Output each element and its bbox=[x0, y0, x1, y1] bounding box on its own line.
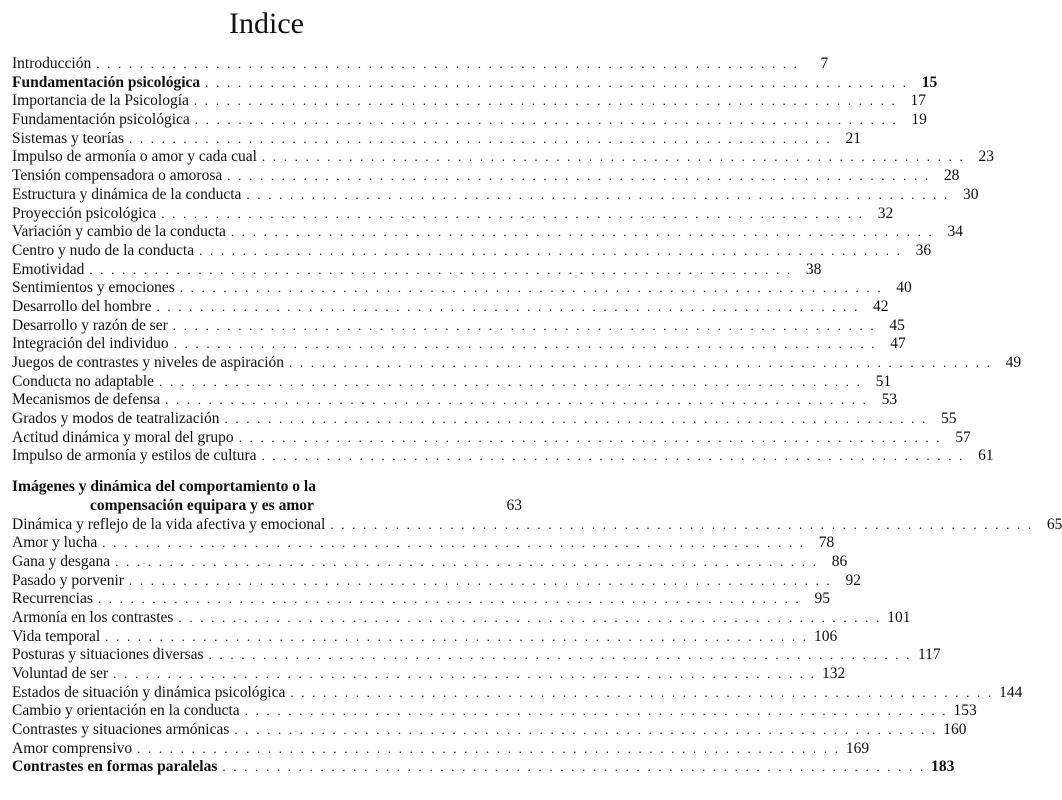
toc-entry-page: 144 bbox=[999, 683, 1023, 701]
toc-entry-title: Estructura y dinámica de la conducta bbox=[12, 185, 242, 203]
toc-entry-title: Variación y cambio de la conducta bbox=[12, 223, 226, 241]
section-gap bbox=[12, 466, 522, 478]
toc-entry-title: Desarrollo y razón de ser bbox=[12, 316, 168, 334]
toc-entry-page: 160 bbox=[943, 721, 967, 739]
toc-entry-page: 7 bbox=[820, 55, 829, 72]
toc-entry-title: Grados y modos de teatralización bbox=[12, 410, 220, 428]
toc-entry-title: Desarrollo del hombre bbox=[12, 297, 152, 315]
table-of-contents bbox=[12, 55, 1062, 777]
toc-entry-title: Introducción bbox=[12, 55, 92, 72]
dot-leader: . . . . . . . . . . . . . . . . . . . . . . . . . . . . . . . . . . . . . . . . . . . . . . . . . . . . . . . . . . . . . . . . . bbox=[165, 392, 869, 408]
toc-entry[interactable] bbox=[12, 354, 1022, 373]
toc-entry-title: Contrastes y situaciones armónicas bbox=[12, 721, 230, 739]
toc-entry-page: 61 bbox=[978, 447, 994, 465]
toc-entry-title: Sistemas y teorías bbox=[12, 129, 124, 147]
toc-entry-title: Amor comprensivo bbox=[12, 739, 133, 757]
toc-entry-page: 21 bbox=[845, 129, 861, 147]
toc-entry-page: 15 bbox=[921, 73, 938, 91]
dot-leader: . . . . . . . . . . . . . . . . . . . . . . . . . . . . . . . . . . . . . . . . . . . . . . . . . . . . . . . . . . . . . . . . . bbox=[89, 261, 793, 277]
toc-entry-title: Armonía en los contrastes bbox=[12, 608, 174, 626]
dot-leader: . . . . . . . . . . . . . . . . . . . . . . . . . . . . . . . . . . . . . . . . . . . . . . . . . . . . . . . . . . . . . . . . . bbox=[224, 411, 928, 427]
toc-entry[interactable] bbox=[12, 316, 905, 336]
toc-entry-page: 106 bbox=[813, 627, 838, 645]
toc-entry[interactable] bbox=[12, 260, 822, 280]
toc-entry-title: Sentimientos y emociones bbox=[12, 279, 175, 297]
toc-entry[interactable] bbox=[12, 590, 830, 609]
toc-entry-title: Centro y nudo de la conducta bbox=[12, 241, 195, 259]
section-heading-page: 63 bbox=[506, 496, 522, 514]
dot-leader: . . . . . . . . . . . . . . . . . . . . . . . . . . . . . . . . . . . . . . . . . . . . . . . . . . . . . . . . . . . . . . . . . bbox=[96, 56, 800, 71]
toc-entry[interactable] bbox=[12, 204, 894, 224]
dot-leader: . . . . . . . . . . . . . . . . . . . . . . . . . . . . . . . . . . . . . . . . . . . . . . . . . . . . . . . . . . . . . . . . . bbox=[246, 186, 950, 202]
toc-entry[interactable] bbox=[12, 410, 957, 429]
toc-entry-page: 183 bbox=[931, 758, 955, 776]
toc-entry[interactable] bbox=[12, 111, 927, 130]
toc-entry-page: 32 bbox=[877, 204, 894, 222]
toc-entry[interactable] bbox=[12, 447, 994, 466]
toc-entry-page: 40 bbox=[896, 279, 912, 297]
toc-entry-title: Dinámica y reflejo de la vida afectiva y emocional bbox=[12, 515, 326, 533]
toc-entry-page: 45 bbox=[889, 316, 905, 334]
dot-leader: . . . . . . . . . . . . . . . . . . . . . . . . . . . . . . . . . . . . . . . . . . . . . . . . . . . . . . . . . . . . . . . . . bbox=[159, 373, 863, 389]
dot-leader: . . . . . . . . . . . . . . . . . . . . . . . . . . . . . . . . . . . . . . . . . . . . . . . . . . . . . . . . . . . . . . . . . bbox=[173, 336, 877, 352]
section-heading-line-2: compensación equipara y es amor bbox=[90, 496, 314, 514]
toc-entry-title: Fundamentación psicológica bbox=[12, 73, 201, 91]
toc-entry-page: 51 bbox=[875, 372, 892, 390]
toc-entry[interactable] bbox=[12, 646, 941, 665]
section-heading-title bbox=[12, 478, 498, 515]
toc-entry[interactable] bbox=[12, 515, 1062, 535]
toc-entry-title: Fundamentación psicológica bbox=[12, 111, 190, 129]
toc-entry-page: 169 bbox=[845, 739, 870, 757]
toc-entry-title: Vida temporal bbox=[12, 627, 101, 645]
toc-entry-page: 117 bbox=[917, 646, 941, 664]
toc-entry[interactable] bbox=[12, 702, 977, 721]
toc-entry[interactable] bbox=[12, 571, 861, 591]
toc-entry[interactable] bbox=[12, 534, 835, 553]
toc-entry-page: 38 bbox=[805, 260, 822, 278]
toc-entry[interactable] bbox=[12, 552, 848, 572]
toc-entry-title: Conducta no adaptable bbox=[12, 372, 155, 390]
dot-leader: . . . . . . . . . . . . . . . . . . . . . . . . . . . . . . . . . . . . . . . . . . . . . . . . . . . . . . . . . . . . . . . . . bbox=[222, 759, 926, 775]
toc-entry[interactable] bbox=[12, 683, 1023, 703]
dot-leader: . . . . . . . . . . . . . . . . . . . . . . . . . . . . . . . . . . . . . . . . . . . . . . . . . . . . . . . . . . . . . . . . . bbox=[179, 280, 883, 296]
toc-entry[interactable] bbox=[12, 758, 955, 777]
section-heading-line-1: Imágenes y dinámica del comportamiento o la bbox=[12, 478, 316, 496]
toc-entry-page: 42 bbox=[873, 297, 889, 315]
toc-entry-title: Impulso de armonía y estilos de cultura bbox=[12, 447, 257, 465]
dot-leader: . . . . . . . . . . . . . . . . . . . . . . . . . . . . . . . . . . . . . . . . . . . . . . . . . . . . . . . . . . . . . . . . . bbox=[199, 242, 903, 258]
toc-entry-page: 47 bbox=[890, 335, 906, 353]
toc-entry-page: 36 bbox=[915, 241, 932, 259]
toc-entry[interactable] bbox=[12, 739, 870, 759]
toc-entry-title: Pasado y porvenir bbox=[12, 571, 124, 589]
dot-leader: . . . . . . . . . . . . . . . . . . . . . . . . . . . . . . . . . . . . . . . . . . . . . . . . . . . . . . . . . . . . . . . . . bbox=[244, 703, 948, 719]
toc-entry-page: 49 bbox=[1005, 354, 1022, 371]
toc-entry[interactable] bbox=[12, 148, 994, 167]
toc-entry-page: 19 bbox=[911, 111, 927, 129]
dot-leader: . . . . . . . . . . . . . . . . . . . . . . . . . . . . . . . . . . . . . . . . . . . . . . . . . . . . . . . . . . . . . . . . . bbox=[113, 666, 817, 682]
dot-leader: . . . . . . . . . . . . . . . . . . . . . . . . . . . . . . . . . . . . . . . . . . . . . . . . . . . . . . . . . . . . . . . . . bbox=[205, 74, 909, 90]
toc-entry-title: Emotividad bbox=[12, 260, 85, 278]
dot-leader: . . . . . . . . . . . . . . . . . . . . . . . . . . . . . . . . . . . . . . . . . . . . . . . . . . . . . . . . . . . . . . . . . bbox=[172, 317, 876, 333]
toc-entry-title: Mecanismos de defensa bbox=[12, 391, 161, 409]
toc-entry[interactable] bbox=[12, 665, 846, 684]
toc-entry-title: Impulso de armonía o amor y cada cual bbox=[12, 148, 257, 166]
toc-entry-title: Actitud dinámica y moral del grupo bbox=[12, 428, 234, 446]
toc-entry[interactable] bbox=[12, 73, 938, 93]
toc-entry[interactable] bbox=[12, 627, 838, 647]
dot-leader: . . . . . . . . . . . . . . . . . . . . . . . . . . . . . . . . . . . . . . . . . . . . . . . . . . . . . . . . . . . . . . . . . bbox=[238, 429, 942, 445]
toc-entry[interactable] bbox=[12, 167, 960, 186]
toc-entry[interactable] bbox=[12, 241, 932, 261]
toc-entry-title: Posturas y situaciones diversas bbox=[12, 646, 204, 664]
dot-leader: . . . . . . . . . . . . . . . . . . . . . . . . . . . . . . . . . . . . . . . . . . . . . . . . . . . . . . . . . . . . . . . . . bbox=[128, 130, 832, 146]
dot-leader: . . . . . . . . . . . . . . . . . . . . . . . . . . . . . . . . . . . . . . . . . . . . . . . . . . . . . . . . . . . . . . . . . bbox=[194, 112, 898, 128]
toc-entry[interactable] bbox=[12, 372, 892, 392]
dot-leader: . . . . . . . . . . . . . . . . . . . . . . . . . . . . . . . . . . . . . . . . . . . . . . . . . . . . . . . . . . . . . . . . . bbox=[193, 93, 897, 109]
toc-entry-title: Amor y lucha bbox=[12, 534, 98, 552]
dot-leader: . . . . . . . . . . . . . . . . . . . . . . . . . . . . . . . . . . . . . . . . . . . . . . . . . . . . . . . . . . . . . . . . . bbox=[330, 516, 1034, 532]
toc-entry-page: 57 bbox=[955, 428, 971, 446]
toc-entry-page: 153 bbox=[953, 702, 977, 720]
toc-entry-page: 132 bbox=[821, 665, 846, 683]
dot-leader: . . . . . . . . . . . . . . . . . . . . . . . . . . . . . . . . . . . . . . . . . . . . . . . . . . . . . . . . . . . . . . . . . bbox=[156, 298, 860, 314]
toc-section-heading[interactable] bbox=[12, 478, 522, 515]
toc-entry[interactable] bbox=[12, 223, 963, 242]
toc-entry-page: 55 bbox=[941, 410, 957, 428]
toc-entry-page: 30 bbox=[962, 185, 979, 203]
dot-leader: . . . . . . . . . . . . . . . . . . . . . . . . . . . . . . . . . . . . . . . . . . . . . . . . . . . . . . . . . . . . . . . . . bbox=[102, 535, 806, 551]
dot-leader: . . . . . . . . . . . . . . . . . . . . . . . . . . . . . . . . . . . . . . . . . . . . . . . . . . . . . . . . . . . . . . . . . bbox=[289, 355, 993, 370]
toc-entry[interactable] bbox=[12, 335, 906, 354]
toc-entry-page: 101 bbox=[887, 608, 911, 626]
dot-leader: . . . . . . . . . . . . . . . . . . . . . . . . . . . . . . . . . . . . . . . . . . . . . . . . . . . . . . . . . . . . . . . . . bbox=[261, 149, 965, 165]
dot-leader: . . . . . . . . . . . . . . . . . . . . . . . . . . . . . . . . . . . . . . . . . . . . . . . . . . . . . . . . . . . . . . . . . bbox=[161, 205, 865, 221]
toc-entry[interactable] bbox=[12, 297, 889, 317]
dot-leader: . . . . . . . . . . . . . . . . . . . . . . . . . . . . . . . . . . . . . . . . . . . . . . . . . . . . . . . . . . . . . . . . . bbox=[178, 609, 882, 625]
toc-entry-page: 78 bbox=[818, 534, 835, 552]
toc-entry[interactable] bbox=[12, 608, 911, 628]
toc-entry-page: 86 bbox=[831, 552, 848, 570]
toc-entry-title: Recurrencias bbox=[12, 590, 93, 608]
toc-entry-page: 28 bbox=[943, 167, 960, 185]
toc-entry-title: Gana y desgana bbox=[12, 552, 111, 570]
toc-entry-title: Contrastes en formas paralelas bbox=[12, 758, 218, 776]
toc-entry-page: 34 bbox=[947, 223, 963, 241]
dot-leader: . . . . . . . . . . . . . . . . . . . . . . . . . . . . . . . . . . . . . . . . . . . . . . . . . . . . . . . . . . . . . . . . . bbox=[230, 224, 934, 240]
dot-leader: . . . . . . . . . . . . . . . . . . . . . . . . . . . . . . . . . . . . . . . . . . . . . . . . . . . . . . . . . . . . . . . . . bbox=[115, 553, 819, 569]
dot-leader: . . . . . . . . . . . . . . . . . . . . . . . . . . . . . . . . . . . . . . . . . . . . . . . . . . . . . . . . . . . . . . . . . bbox=[97, 591, 801, 607]
toc-entry-page: 65 bbox=[1046, 515, 1062, 533]
dot-leader: . . . . . . . . . . . . . . . . . . . . . . . . . . . . . . . . . . . . . . . . . . . . . . . . . . . . . . . . . . . . . . . . . bbox=[227, 168, 931, 184]
toc-entry-title: Estados de situación y dinámica psicológica bbox=[12, 683, 286, 701]
toc-entry-title: Tensión compensadora o amorosa bbox=[12, 167, 223, 185]
toc-entry-title: Proyección psicológica bbox=[12, 204, 157, 222]
toc-section-2 bbox=[12, 515, 1062, 778]
toc-entry-page: 23 bbox=[978, 148, 994, 166]
toc-entry[interactable] bbox=[12, 55, 829, 74]
dot-leader: . . . . . . . . . . . . . . . . . . . . . . . . . . . . . . . . . . . . . . . . . . . . . . . . . . . . . . . . . . . . . . . . . bbox=[261, 448, 965, 464]
toc-entry-page: 95 bbox=[814, 590, 830, 608]
toc-entry[interactable] bbox=[12, 391, 898, 410]
toc-entry-page: 92 bbox=[845, 571, 861, 589]
toc-entry-title: Integración del individuo bbox=[12, 335, 169, 353]
toc-entry-title: Voluntad de ser bbox=[12, 665, 109, 683]
toc-entry-title: Importancia de la Psicología bbox=[12, 92, 189, 110]
dot-leader: . . . . . . . . . . . . . . . . . . . . . . . . . . . . . . . . . . . . . . . . . . . . . . . . . . . . . . . . . . . . . . . . . bbox=[208, 647, 912, 663]
toc-entry[interactable] bbox=[12, 721, 967, 740]
toc-entry-page: 17 bbox=[910, 92, 926, 110]
dot-leader: . . . . . . . . . . . . . . . . . . . . . . . . . . . . . . . . . . . . . . . . . . . . . . . . . . . . . . . . . . . . . . . . . bbox=[290, 684, 994, 700]
toc-entry-title: Juegos de contrastes y niveles de aspiración bbox=[12, 354, 285, 371]
toc-entry[interactable] bbox=[12, 129, 861, 149]
toc-entry[interactable] bbox=[12, 185, 979, 205]
toc-entry-title: Cambio y orientación en la conducta bbox=[12, 702, 240, 720]
dot-leader: . . . . . . . . . . . . . . . . . . . . . . . . . . . . . . . . . . . . . . . . . . . . . . . . . . . . . . . . . . . . . . . . . bbox=[105, 628, 809, 644]
page-title: Indice bbox=[229, 7, 304, 40]
toc-entry[interactable] bbox=[12, 279, 912, 298]
toc-entry-page: 53 bbox=[881, 391, 898, 409]
toc-section-1 bbox=[12, 55, 1022, 466]
toc-entry[interactable] bbox=[12, 428, 971, 448]
toc-entry[interactable] bbox=[12, 92, 926, 111]
dot-leader: . . . . . . . . . . . . . . . . . . . . . . . . . . . . . . . . . . . . . . . . . . . . . . . . . . . . . . . . . . . . . . . . . bbox=[137, 740, 841, 756]
dot-leader: . . . . . . . . . . . . . . . . . . . . . . . . . . . . . . . . . . . . . . . . . . . . . . . . . . . . . . . . . . . . . . . . . bbox=[128, 572, 832, 588]
dot-leader: . . . . . . . . . . . . . . . . . . . . . . . . . . . . . . . . . . . . . . . . . . . . . . . . . . . . . . . . . . . . . . . . . bbox=[234, 722, 938, 738]
